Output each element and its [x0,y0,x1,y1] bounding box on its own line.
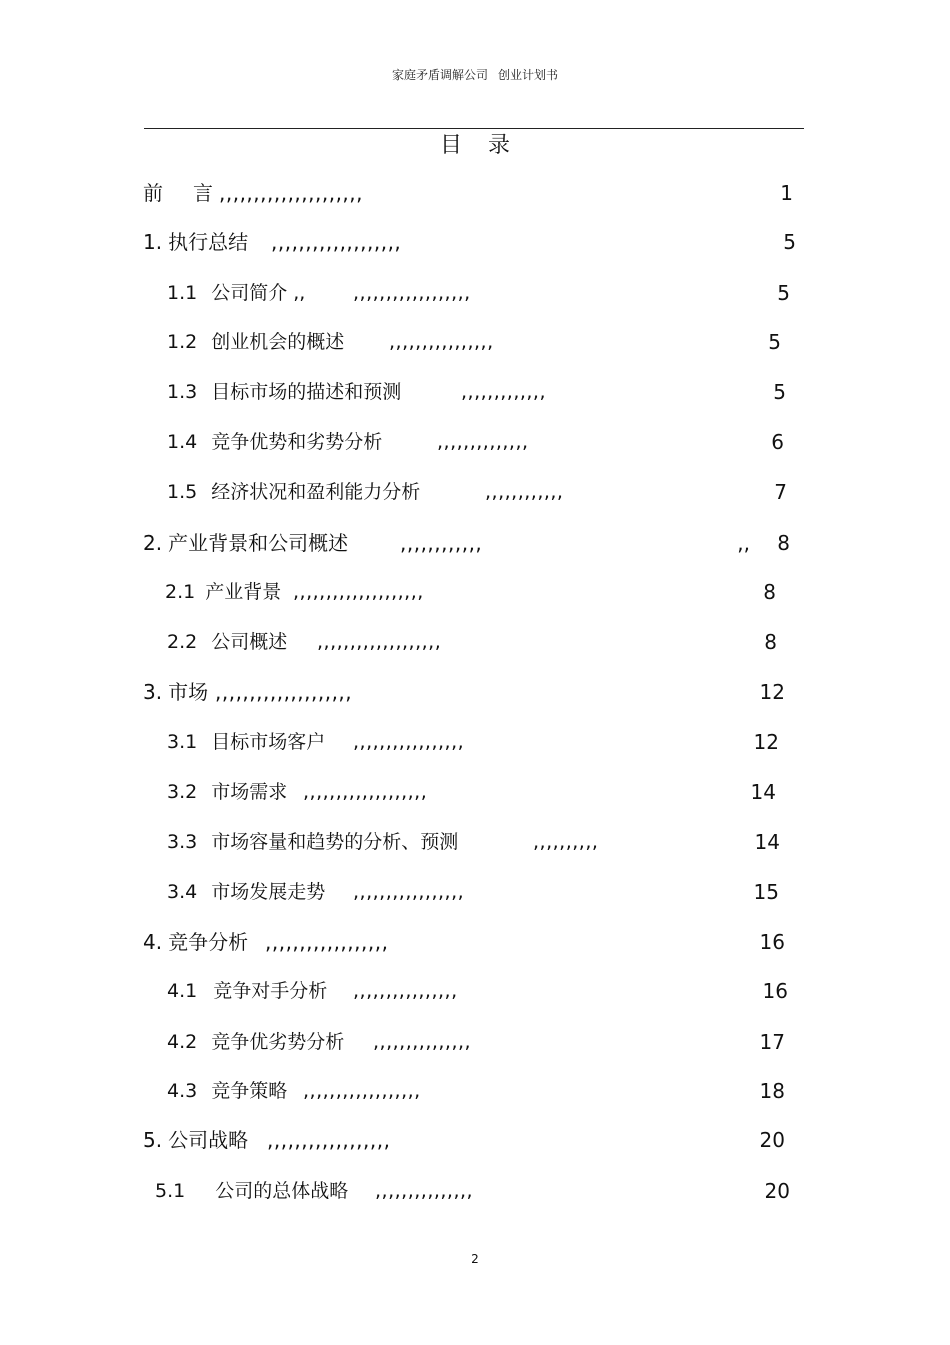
toc-entry-number: 3.3 [167,831,198,853]
toc-entry[interactable] [167,827,599,857]
toc-entry-number: 2.2 [167,631,198,653]
toc-entry[interactable] [143,927,389,957]
toc-entry-number: 1.3 [167,381,198,403]
toc-entry-page: 8 [763,580,776,604]
toc-entry-label: 产业背景 [205,581,282,603]
page-number: 2 [471,1252,479,1266]
toc-entry-label: 创业机会的概述 [211,331,345,353]
toc-entry-label: 执行总结 [168,230,249,254]
toc-entry-leader: ,,,,,,,,,,,,,,,, [389,331,494,353]
toc-entry-number: 3. [143,680,163,704]
toc-entry-leader: ,,,,,,,,,,,,, [461,381,547,403]
toc-entry-number: 5.1 [155,1180,186,1202]
toc-entry-leader: ,,,,,,,,,,,,,,,,,,, [317,631,442,653]
header-company: 家庭矛盾调解公司 [391,68,488,82]
toc-entry-leader: ,,,,,,,,,,,,,,,,,, [303,1080,421,1102]
toc-entry-page: 12 [753,730,779,754]
toc-entry-leader: ,,,,,,,,,, [533,831,599,853]
toc-entry-page: 16 [762,979,788,1003]
toc-entry-page: 18 [759,1079,785,1103]
toc-entry-number: 4.2 [167,1031,198,1053]
toc-entry[interactable] [167,627,442,657]
toc-entry-leader: ,,,,,,,,,,,,,,,,,,,, [215,680,353,704]
toc-entry-label: 产业背景和公司概述 [168,531,349,555]
toc-entry-leader: ,,,,,,,,,,,,,, [437,431,529,453]
running-header [0,66,950,83]
toc-entry[interactable] [143,1125,391,1155]
toc-entry-number: 4. [143,930,163,954]
toc-entry[interactable] [167,1027,472,1057]
toc-entry-label: 竞争策略 [211,1080,288,1102]
toc-entry-label: 言 [193,181,213,205]
toc-entry-page: 15 [753,880,779,904]
toc-entry-leader: ,,,,,,,,,,,,,,,,,,, [303,781,428,803]
toc-entry-label: 市场 [168,680,209,704]
toc-entry-leader: ,,,,,,,,,,,,,,,,, [353,881,465,903]
toc-entry[interactable] [155,1176,474,1206]
toc-entry[interactable] [167,777,428,807]
toc-entry-page: 8 [764,630,777,654]
toc-entry[interactable] [167,427,529,457]
toc-entry[interactable] [167,877,465,907]
toc-entry[interactable] [143,677,353,707]
toc-entry-number: 1.1 [167,282,198,304]
toc-entry-number: 1.2 [167,331,198,353]
toc-entry-leader: ,,,,,,,,,,,, [485,481,564,503]
toc-entry-leader: ,,,,,,,,,,,,,,,,, [353,731,465,753]
toc-entry-label: 公司战略 [168,1128,249,1152]
toc-entry-page: 7 [774,480,787,504]
toc-entry[interactable] [167,477,564,507]
toc-entry-number: 3.2 [167,781,198,803]
toc-entry[interactable] [167,976,458,1006]
toc-entry-page: 5 [773,380,786,404]
toc-entry[interactable] [143,528,483,558]
toc-entry-page: 1 [780,181,793,205]
toc-entry-leader: ,,,,,,,,,,,,,,,,,, [267,1128,391,1152]
toc-entry-number: 4.3 [167,1080,198,1102]
toc-entry-page: 17 [759,1030,785,1054]
toc-entry-number: 1.4 [167,431,198,453]
toc-entry-number: 2. [143,531,163,555]
toc-entry-number: 2.1 [165,581,196,603]
toc-entry-label: 公司简介 ,, [211,282,306,304]
toc-entry-leader: ,,,,,,,,,,,,,,,,,, [353,282,471,304]
toc-entry-number: 3.1 [167,731,198,753]
toc-entry-page: 8 [777,531,790,555]
toc-entry-number: 1.5 [167,481,198,503]
toc-entry-leader: ,,,,,,,,,,,,,,,,,,,,, [219,181,364,205]
toc-entry-leader: ,,,,,,,,,,,,,,,,,,,, [293,581,424,603]
toc-entry-leader: ,,,,,,,,,,,,,,,,,, [265,930,389,954]
toc-entry-leader: ,,,,,,,,,,,, [400,531,483,555]
toc-entry-leader: ,,,,,,,,,,,,,,,,,,, [271,230,402,254]
toc-entry[interactable] [143,227,402,257]
toc-entry-label: 经济状况和盈利能力分析 [211,481,421,503]
toc-entry-page: 14 [750,780,776,804]
header-doc-type: 创业计划书 [498,68,559,82]
toc-entry-extra-leader: ,, [737,531,750,555]
toc-entry-page: 14 [754,830,780,854]
toc-entry-label: 目标市场客户 [211,731,326,753]
toc-entry[interactable] [167,1076,421,1106]
toc-entry-label: 市场容量和趋势的分析、预测 [211,831,459,853]
toc-entry-label: 竞争优劣势分析 [211,1031,345,1053]
toc-entry-page: 20 [764,1179,790,1203]
toc-entry-page: 6 [771,430,784,454]
toc-entry-label: 目标市场的描述和预测 [211,381,402,403]
toc-entry-number: 3.4 [167,881,198,903]
toc-entry-page: 5 [768,330,781,354]
toc-entry-label: 竞争优势和劣势分析 [211,431,383,453]
toc-entry-leader: ,,,,,,,,,,,,,,, [375,1180,474,1202]
toc-entry[interactable] [167,727,465,757]
toc-entry-page: 5 [777,281,790,305]
toc-entry-label: 公司的总体战略 [215,1180,349,1202]
toc-entry-leader: ,,,,,,,,,,,,,,,, [353,980,458,1002]
toc-entry-number: 1. [143,230,163,254]
toc-entry-label: 竞争对手分析 [213,980,328,1002]
toc-entry-page: 20 [759,1128,785,1152]
toc-entry-page: 16 [759,930,785,954]
toc-entry-page: 12 [759,680,785,704]
toc-entry-number: 前 [143,181,163,205]
toc-entry-number: 5. [143,1128,163,1152]
toc-title: 目录 [439,133,536,158]
toc-entry-label: 市场需求 [211,781,288,803]
toc-entry-number: 4.1 [167,980,198,1002]
toc-entry-label: 市场发展走势 [211,881,326,903]
toc-entry[interactable] [165,577,424,607]
toc-entry[interactable] [143,178,364,208]
toc-entry[interactable] [167,377,547,407]
toc-entry-label: 竞争分析 [168,930,249,954]
toc-entry-page: 5 [783,230,796,254]
toc-entry[interactable] [167,278,471,308]
toc-entry-label: 公司概述 [211,631,288,653]
toc-entry-leader: ,,,,,,,,,,,,,,, [373,1031,472,1053]
toc-entry[interactable] [167,327,494,357]
